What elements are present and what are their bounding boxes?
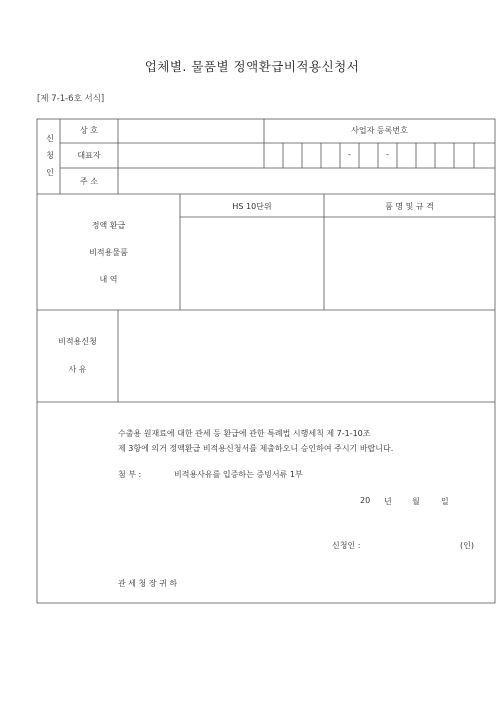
address-label: 주 소	[80, 177, 98, 186]
business-number-label: 사업자 등록번호	[351, 126, 408, 135]
document-title: 업체별. 물품별 정액환급비적용신청서	[144, 59, 360, 74]
attachment-text: 비적용사유를 입증하는 증빙서류 1부	[174, 470, 303, 479]
item-name-field[interactable]	[325, 218, 494, 309]
applicant-side-char-3: 인	[46, 168, 54, 177]
business-number-dash-2: -	[386, 150, 389, 159]
statement-line-2: 제 3항에 의거 정액환급 비적용신청서를 제출하오니 승인하여 주시기 바랍니다.	[118, 444, 394, 453]
items-label-line-3: 내 역	[99, 275, 118, 284]
seal-mark: (인)	[460, 541, 474, 550]
date-day-unit: 일	[441, 497, 449, 506]
items-label-line-1: 정액 환급	[91, 221, 126, 230]
date-month-unit: 월	[412, 497, 420, 506]
reason-label-line-1: 비적용신청	[58, 337, 97, 346]
company-name-label: 상 호	[80, 126, 98, 135]
applicant-side-char-2: 청	[46, 151, 54, 160]
applicant-sign-label: 신청인 :	[332, 541, 361, 550]
applicant-sign-field[interactable]	[372, 536, 456, 552]
addressee: 관 세 청 장 귀 하	[118, 579, 178, 588]
hs-code-header: HS 10단위	[232, 202, 272, 211]
company-name-field[interactable]	[119, 120, 263, 142]
representative-field[interactable]	[119, 144, 263, 167]
form-number: [제 7-1-6호 서식]	[37, 94, 105, 104]
representative-label: 대표자	[77, 151, 101, 160]
items-label-line-2: 비적용물품	[89, 248, 128, 257]
business-number-dash-1: -	[348, 150, 351, 159]
date-year-prefix: 20	[360, 496, 371, 505]
item-name-header: 품 명 및 규 격	[385, 202, 434, 211]
hs-code-field[interactable]	[181, 218, 323, 309]
reason-field[interactable]	[119, 311, 494, 401]
attachment-label: 첨 부 :	[118, 470, 142, 479]
applicant-side-char-1: 신	[46, 134, 54, 143]
reason-label-line-2: 사 유	[68, 365, 87, 374]
statement-line-1: 수출용 원재료에 대한 관세 등 환급에 관한 특례법 시행세칙 제 7-1-10조	[118, 429, 371, 438]
applicant-side-label	[43, 130, 57, 181]
address-field[interactable]	[119, 169, 494, 193]
date-year-unit: 년	[384, 497, 392, 506]
